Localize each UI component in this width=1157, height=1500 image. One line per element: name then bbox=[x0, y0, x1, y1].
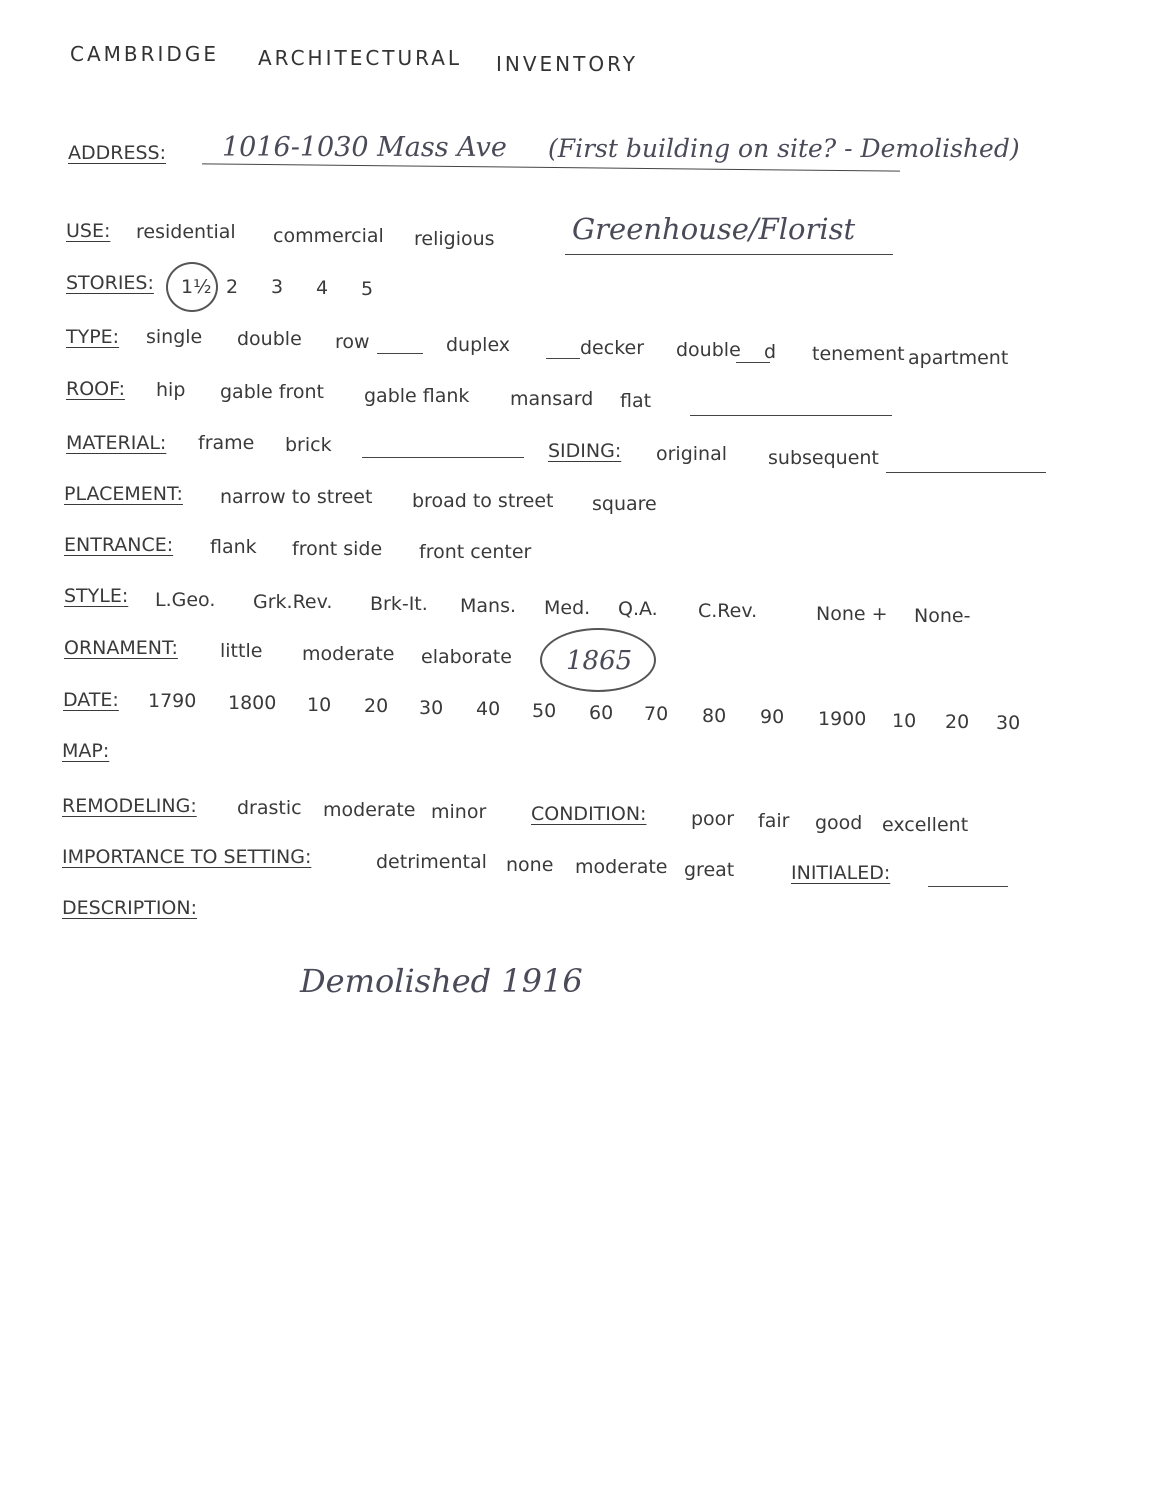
style-option-crev: C.Rev. bbox=[698, 600, 758, 622]
initialed-blank bbox=[928, 886, 1008, 887]
date-option-90: 90 bbox=[760, 706, 785, 728]
placement-label: PLACEMENT: bbox=[64, 483, 183, 505]
stories-option-5: 5 bbox=[361, 278, 374, 300]
address-underline bbox=[202, 163, 900, 171]
stories-option-2: 2 bbox=[226, 276, 239, 298]
type-decker-blank bbox=[546, 358, 580, 359]
entrance-option-flank: flank bbox=[210, 536, 257, 558]
material-blank bbox=[362, 457, 524, 458]
importance-option-moderate: moderate bbox=[575, 856, 668, 878]
date-option-70: 70 bbox=[644, 703, 669, 725]
style-option-mans: Mans. bbox=[460, 595, 517, 617]
description-text: Demolished 1916 bbox=[300, 962, 583, 1000]
remodeling-label: REMODELING: bbox=[62, 795, 197, 817]
condition-label: CONDITION: bbox=[531, 803, 647, 825]
roof-option-gable-flank: gable flank bbox=[364, 385, 470, 407]
type-option-apartment: apartment bbox=[908, 347, 1009, 369]
type-option-decker: decker bbox=[580, 337, 645, 359]
type-option-row: row bbox=[335, 331, 370, 353]
roof-option-flat: flat bbox=[620, 390, 652, 412]
condition-option-good: good bbox=[815, 812, 863, 834]
stories-option-3: 3 bbox=[271, 276, 284, 298]
entrance-option-front-side: front side bbox=[292, 538, 383, 560]
placement-option-broad: broad to street bbox=[412, 490, 554, 512]
placement-option-narrow: narrow to street bbox=[220, 486, 373, 508]
use-option-commercial: commercial bbox=[273, 225, 384, 247]
header-cambridge: CAMBRIDGE bbox=[70, 42, 219, 66]
header-inventory: INVENTORY bbox=[496, 52, 638, 76]
importance-label: IMPORTANCE TO SETTING: bbox=[62, 846, 312, 868]
date-option-30b: 30 bbox=[996, 712, 1021, 734]
type-row-blank bbox=[377, 353, 423, 354]
style-option-none-minus: None- bbox=[914, 605, 971, 627]
use-written: Greenhouse/Florist bbox=[572, 212, 856, 246]
roof-option-hip: hip bbox=[156, 379, 186, 401]
ornament-option-moderate: moderate bbox=[302, 643, 395, 665]
address-value: 1016-1030 Mass Ave bbox=[222, 132, 507, 163]
date-option-60: 60 bbox=[589, 702, 614, 724]
ornament-label: ORNAMENT: bbox=[64, 637, 178, 659]
style-option-brkit: Brk-It. bbox=[370, 593, 428, 615]
style-option-med: Med. bbox=[544, 597, 591, 619]
importance-option-none: none bbox=[506, 854, 554, 876]
address-note: (First building on site? - Demolished) bbox=[548, 134, 1020, 163]
type-option-double: double bbox=[237, 328, 302, 350]
condition-option-poor: poor bbox=[691, 808, 735, 830]
header-architectural: ARCHITECTURAL bbox=[258, 46, 463, 70]
siding-option-subsequent: subsequent bbox=[768, 447, 879, 469]
siding-blank bbox=[886, 472, 1046, 473]
style-label: STYLE: bbox=[64, 585, 129, 607]
date-option-50: 50 bbox=[532, 700, 557, 722]
stories-option-1: 1½ bbox=[181, 276, 212, 298]
map-label: MAP: bbox=[62, 740, 110, 762]
stories-label: STORIES: bbox=[66, 272, 154, 294]
type-option-duplex: duplex bbox=[446, 334, 511, 356]
remodeling-option-moderate: moderate bbox=[323, 799, 416, 821]
stories-option-4: 4 bbox=[316, 277, 329, 299]
type-option-d: d bbox=[764, 341, 777, 363]
roof-option-mansard: mansard bbox=[510, 388, 594, 410]
initialed-label: INITIALED: bbox=[791, 862, 891, 884]
date-option-20: 20 bbox=[364, 695, 389, 717]
date-option-1790: 1790 bbox=[148, 690, 197, 712]
material-label: MATERIAL: bbox=[66, 432, 167, 454]
date-option-10b: 10 bbox=[892, 710, 917, 732]
entrance-option-front-center: front center bbox=[419, 541, 532, 563]
entrance-label: ENTRANCE: bbox=[64, 534, 174, 556]
date-option-20b: 20 bbox=[945, 711, 970, 733]
date-option-1800: 1800 bbox=[228, 692, 277, 714]
date-label: DATE: bbox=[63, 689, 119, 711]
ornament-option-elaborate: elaborate bbox=[421, 646, 512, 668]
material-option-brick: brick bbox=[285, 434, 332, 456]
use-underline bbox=[565, 254, 893, 255]
roof-label: ROOF: bbox=[66, 378, 125, 400]
date-option-40: 40 bbox=[476, 698, 501, 720]
use-label: USE: bbox=[66, 220, 111, 242]
style-option-grkrev: Grk.Rev. bbox=[253, 591, 333, 613]
remodeling-option-minor: minor bbox=[431, 801, 487, 823]
date-option-80: 80 bbox=[702, 705, 727, 727]
type-label: TYPE: bbox=[66, 326, 120, 348]
date-option-1900: 1900 bbox=[818, 708, 867, 730]
use-option-residential: residential bbox=[136, 221, 236, 243]
siding-label: SIDING: bbox=[548, 440, 622, 462]
ornament-option-little: little bbox=[220, 640, 263, 662]
description-label: DESCRIPTION: bbox=[62, 897, 198, 919]
style-option-none-plus: None + bbox=[816, 603, 888, 625]
importance-option-great: great bbox=[684, 859, 735, 881]
material-option-frame: frame bbox=[198, 432, 255, 454]
siding-option-original: original bbox=[656, 443, 728, 465]
placement-option-square: square bbox=[592, 493, 657, 515]
condition-option-fair: fair bbox=[758, 810, 790, 832]
use-option-religious: religious bbox=[414, 228, 495, 250]
condition-option-excellent: excellent bbox=[882, 814, 969, 836]
importance-option-detrimental: detrimental bbox=[376, 851, 487, 873]
type-option-tenement: tenement bbox=[812, 343, 905, 365]
type-option-double-d: double bbox=[676, 339, 741, 361]
style-option-lgeo: L.Geo. bbox=[155, 589, 216, 611]
remodeling-option-drastic: drastic bbox=[237, 797, 302, 819]
circled-date: 1865 bbox=[566, 646, 633, 676]
date-option-30: 30 bbox=[419, 697, 444, 719]
type-option-single: single bbox=[146, 326, 203, 348]
roof-blank bbox=[690, 415, 892, 416]
date-option-10: 10 bbox=[307, 694, 332, 716]
address-label: ADDRESS: bbox=[68, 142, 166, 164]
style-option-qa: Q.A. bbox=[618, 598, 658, 620]
roof-option-gable-front: gable front bbox=[220, 381, 324, 403]
